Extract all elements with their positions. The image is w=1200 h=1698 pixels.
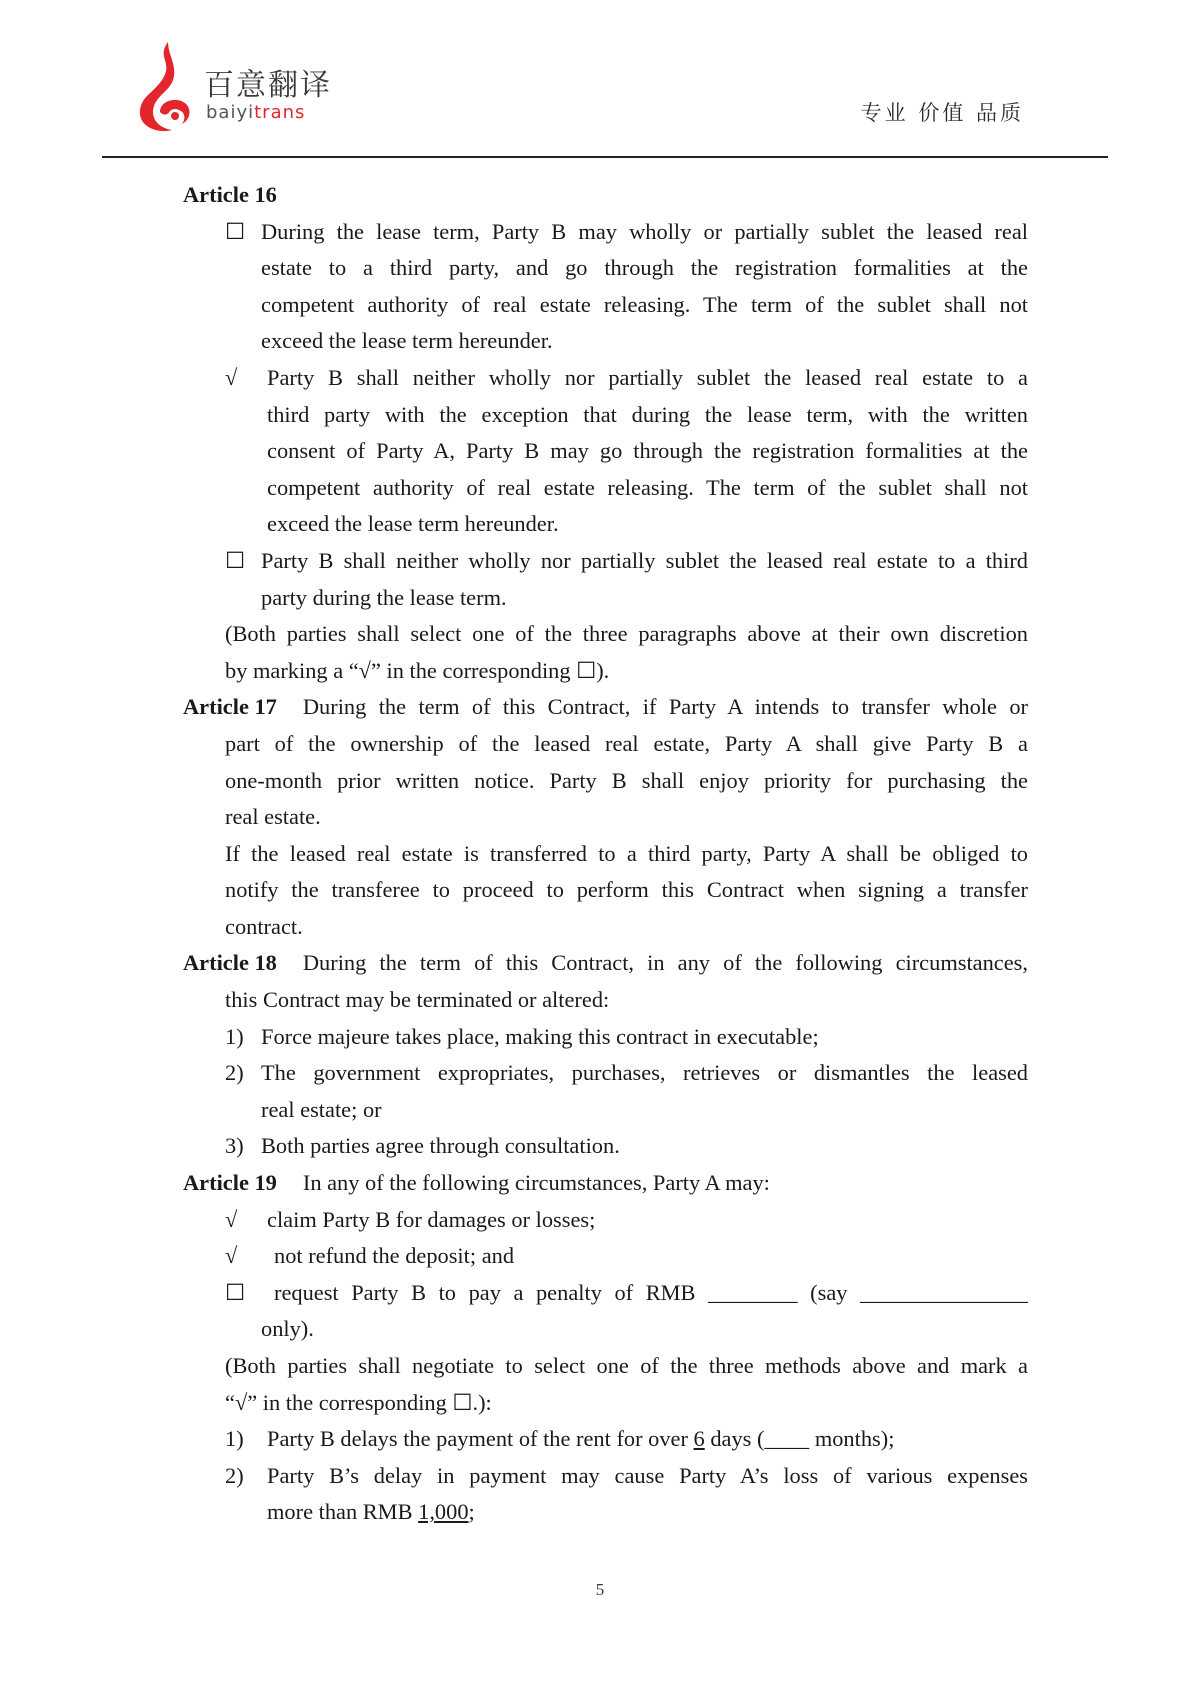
logo-english-text (206, 102, 305, 123)
option-line: party during the lease term. (261, 584, 507, 610)
option-line: competent authority of real estate releasing. The term of the sublet shall not (267, 474, 1028, 500)
checkbox-empty-icon: ☐ (225, 547, 246, 573)
note-line: by marking a “√” in the corresponding ☐). (225, 657, 610, 683)
article-16-option-1 (183, 214, 1028, 360)
list-item-line: Both parties agree through consultation. (261, 1133, 620, 1159)
article-19-title: Article 19 (183, 1170, 277, 1196)
para-line: notify the transferee to proceed to perform this Contract when signing a transfer (225, 877, 1028, 903)
list-number: 2) (225, 1462, 244, 1488)
header-divider (102, 156, 1108, 158)
para-line: part of the ownership of the leased real estate, Party A shall give Party B a (225, 730, 1028, 756)
option-line: third party with the exception that during the lease term, with the written (267, 401, 1028, 427)
note-line: (Both parties shall negotiate to select one of the three methods above and mark a (225, 1353, 1028, 1378)
flame-logo-icon (138, 40, 208, 132)
option-text: claim Party B for damages or losses; (267, 1206, 596, 1232)
logo-en-part2: trans (254, 102, 306, 123)
article-16-option-3 (183, 543, 1028, 616)
option-line: exceed the lease term hereunder. (267, 511, 559, 537)
contract-body (183, 177, 1028, 1531)
text-post: days (____ months); (704, 1426, 895, 1452)
text-pre: more than RMB (267, 1499, 419, 1525)
list-item-line: real estate; or (261, 1096, 382, 1122)
article-18-title: Article 18 (183, 950, 277, 976)
article-19-note (225, 1348, 1028, 1421)
article-19-option-1 (183, 1202, 1028, 1239)
para-line: one-month prior written notice. Party B shall enjoy priority for purchasing the (225, 767, 1028, 793)
para-line: real estate. (225, 804, 321, 830)
option-text-cont: only). (261, 1316, 314, 1342)
article-18-line-2: this Contract may be terminated or altered: (225, 987, 610, 1013)
article-19-option-3 (183, 1275, 1028, 1348)
note-line: “√” in the corresponding ☐.): (225, 1389, 492, 1415)
option-text: not refund the deposit; and (274, 1243, 515, 1269)
article-19-text: In any of the following circumstances, Party A may: (302, 1170, 770, 1196)
logo-en-part1: baiyi (206, 102, 255, 123)
article-18-item-2 (183, 1055, 1028, 1128)
para-line: If the leased real estate is transferred to a third party, Party A shall be obliged to (225, 840, 1028, 866)
checkbox-empty-icon: ☐ (225, 1279, 246, 1305)
article-17-para-2 (225, 836, 1028, 946)
article-18-text: During the term of this Contract, in any of the following circumstances, (302, 950, 1028, 976)
article-16-note (225, 616, 1028, 689)
article-19-item-1 (183, 1421, 1028, 1458)
article-19-option-2 (183, 1238, 1028, 1275)
option-line: During the lease term, Party B may wholly or partially sublet the leased real (261, 218, 1028, 244)
baiyi-logo (138, 40, 358, 135)
article-18-item-1 (183, 1019, 1028, 1056)
option-text: request Party B to pay a penalty of RMB ________ (say _______________ (274, 1279, 1028, 1305)
checkmark-icon: √ (225, 1243, 238, 1269)
option-line: consent of Party A, Party B may go through the registration formalities at the (267, 438, 1028, 464)
checkmark-icon: √ (225, 364, 238, 390)
article-19-item-2 (183, 1458, 1028, 1531)
note-line: (Both parties shall select one of the three paragraphs above at their own discretion (225, 621, 1028, 647)
list-item-line: The government expropriates, purchases, retrieves or dismantles the leased (261, 1060, 1028, 1086)
page-header (0, 0, 1200, 160)
article-17-para-1 (225, 726, 1028, 836)
option-line: estate to a third party, and go through the registration formalities at the (261, 255, 1028, 281)
page-number: 5 (595, 1580, 605, 1599)
list-item-line: Party B’s delay in payment may cause Party A’s loss of various expenses (267, 1462, 1028, 1488)
article-17-text: During the term of this Contract, if Party A intends to transfer whole or (302, 694, 1028, 720)
option-line: Party B shall neither wholly nor partially sublet the leased real estate to a third (261, 547, 1028, 573)
amount-value: 1,000 (418, 1499, 469, 1525)
logo-chinese-text: 百意翻译 (204, 68, 332, 103)
text-post: ; (468, 1499, 475, 1525)
list-item-line: Force majeure takes place, making this contract in executable; (261, 1023, 819, 1049)
article-18-item-3 (183, 1128, 1028, 1165)
article-16-option-2 (183, 360, 1028, 543)
list-item-text (267, 1421, 894, 1458)
checkbox-empty-icon: ☐ (225, 218, 246, 244)
header-slogan: 专业 价值 品质 (860, 101, 1024, 125)
option-line: Party B shall neither wholly nor partially sublet the leased real estate to a (267, 364, 1028, 390)
option-line: competent authority of real estate releasing. The term of the sublet shall not (261, 291, 1028, 317)
days-value: 6 (693, 1426, 705, 1452)
article-18-first-line (183, 945, 1028, 982)
checkmark-icon: √ (225, 1206, 238, 1232)
article-17-title: Article 17 (183, 694, 277, 720)
list-item-line (267, 1494, 1028, 1531)
article-16-title: Article 16 (183, 182, 277, 207)
option-line: exceed the lease term hereunder. (261, 328, 553, 354)
list-number: 2) (225, 1060, 244, 1086)
article-19-first-line (183, 1165, 1028, 1202)
list-number: 1) (225, 1426, 244, 1452)
list-number: 3) (225, 1133, 244, 1159)
text-pre: Party B delays the payment of the rent for over (267, 1426, 694, 1452)
article-17-first-line (183, 689, 1028, 726)
para-line: contract. (225, 913, 303, 939)
list-number: 1) (225, 1023, 244, 1049)
